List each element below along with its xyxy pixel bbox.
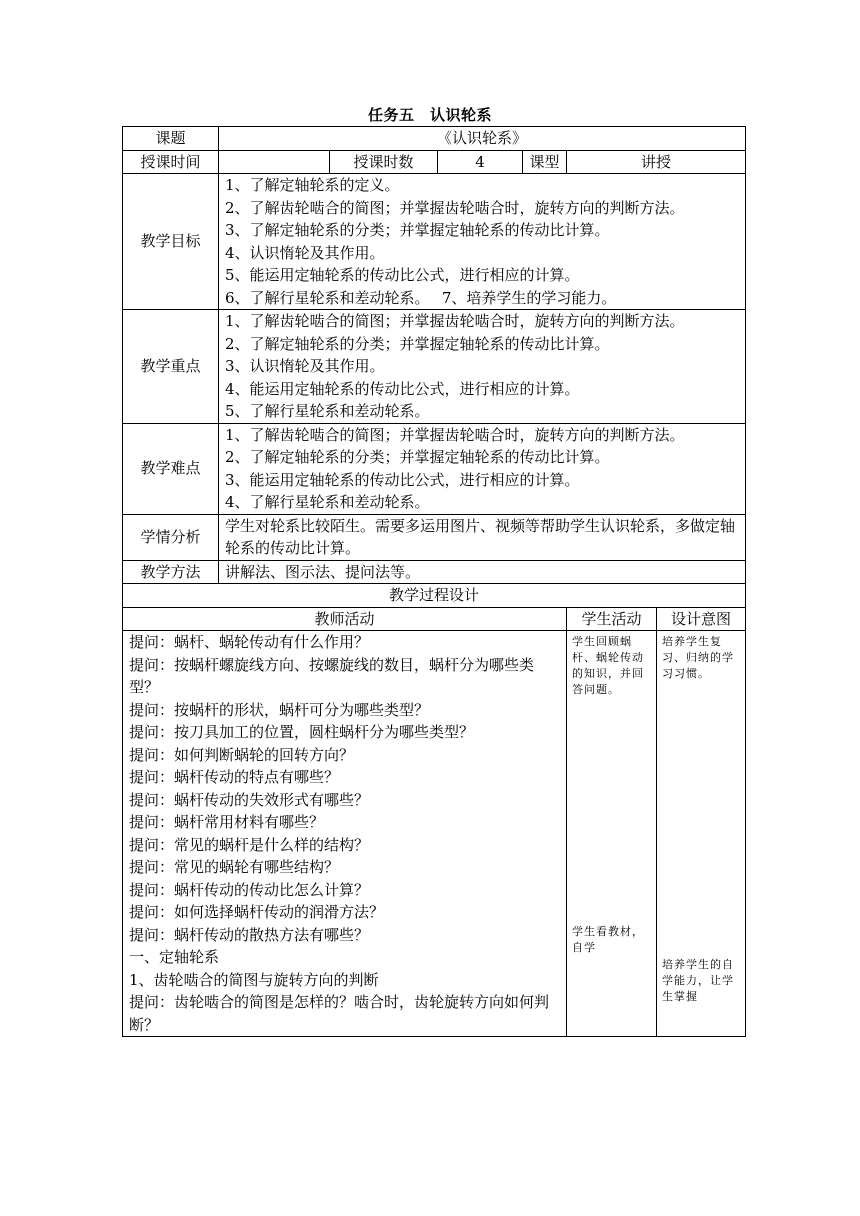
row-difficulties: [123, 423, 746, 514]
difficulties-label: 教学难点: [123, 423, 219, 514]
key-points-line: 3、认识惰轮及其作用。: [225, 357, 385, 375]
lesson-plan-table: [122, 126, 746, 1037]
row-goals: [123, 174, 746, 310]
col-student-activity: 学生活动: [567, 607, 657, 631]
goals-label: 教学目标: [123, 174, 219, 310]
goals-line: 1、了解定轴轮系的定义。: [225, 176, 400, 194]
goals-content: [219, 174, 746, 310]
goals-line: 2、了解齿轮啮合的简图；并掌握齿轮啮合时，旋转方向的判断方法。: [225, 198, 685, 217]
design-intent-content: [657, 631, 746, 1037]
goals-line: 4、认识惰轮及其作用。: [225, 243, 385, 262]
teacher-line: 提问：蜗杆传动的传动比怎么计算？: [129, 880, 370, 899]
key-points-line: 5、了解行星轮系和差动轮系。: [225, 402, 430, 420]
teacher-line: 提问：蜗杆传动的散热方法有哪些？: [129, 925, 370, 944]
process-header: 教学过程设计: [123, 584, 746, 608]
row-process-content: [123, 631, 746, 1037]
hours-value: 4: [438, 150, 523, 174]
row-analysis: [123, 514, 746, 560]
methods-value: 讲解法、图示法、提问法等。: [219, 560, 746, 584]
teacher-activity-content: [123, 631, 567, 1037]
col-teacher-activity: 教师活动: [123, 607, 567, 631]
time-label: 授课时间: [123, 150, 219, 174]
key-points-line: 4、能运用定轴轮系的传动比公式，进行相应的计算。: [225, 379, 580, 398]
teacher-line: 提问：蜗杆传动的失效形式有哪些？: [129, 790, 370, 809]
row-methods: [123, 560, 746, 584]
hours-label: 授课时数: [330, 150, 438, 174]
goals-line: 3、了解定轴轮系的分类；并掌握定轴轮系的传动比计算。: [225, 221, 610, 239]
design-intent-2: 培养学生的自学能力，让学生掌握: [662, 958, 734, 1003]
topic-label: 课题: [123, 127, 219, 151]
analysis-label: 学情分析: [123, 514, 219, 560]
analysis-value: 学生对轮系比较陌生。需要多运用图片、视频等帮助学生认识轮系，多做定轴轮系的传动比计算。: [219, 514, 746, 560]
teacher-line: 提问：常见的蜗杆是什么样的结构？: [129, 835, 370, 854]
row-process-header: [123, 584, 746, 608]
goals-line: 6、了解行星轮系和差动轮系。 7、培养学生的学习能力。: [225, 288, 617, 307]
difficulties-content: [219, 423, 746, 514]
design-intent-1: 培养学生复习、归纳的学习习惯。: [662, 635, 734, 680]
teacher-line: 提问：如何判断蜗轮的回转方向？: [129, 745, 355, 764]
teacher-line: 提问：如何选择蜗杆传动的润滑方法？: [129, 903, 385, 921]
key-points-content: [219, 310, 746, 424]
difficulties-line: 4、了解行星轮系和差动轮系。: [225, 493, 430, 511]
teacher-line: 提问：蜗杆、蜗轮传动有什么作用？: [129, 633, 370, 651]
key-points-line: 1、了解齿轮啮合的简图；并掌握齿轮啮合时，旋转方向的判断方法。: [225, 312, 685, 330]
difficulties-line: 1、了解齿轮啮合的简图；并掌握齿轮啮合时，旋转方向的判断方法。: [225, 425, 685, 444]
teacher-line: 提问：按刀具加工的位置，圆柱蜗杆分为哪些类型？: [129, 723, 475, 741]
key-points-label: 教学重点: [123, 310, 219, 424]
type-value: 讲授: [567, 150, 746, 174]
row-process-columns: [123, 607, 746, 631]
col-design-intent: 设计意图: [657, 607, 746, 631]
methods-label: 教学方法: [123, 560, 219, 584]
goals-line: 5、能运用定轴轮系的传动比公式，进行相应的计算。: [225, 266, 580, 284]
teacher-line: 提问：齿轮啮合的简图是怎样的？啮合时，齿轮旋转方向如何判断？: [129, 993, 550, 1034]
teacher-line: 提问：常见的蜗轮有哪些结构？: [129, 858, 340, 876]
teacher-line: 提问：按蜗杆螺旋线方向、按螺旋线的数目，蜗杆分为哪些类型？: [129, 655, 535, 696]
type-label: 课型: [523, 150, 567, 174]
student-activity-content: [567, 631, 657, 1037]
row-time: [123, 150, 746, 174]
teacher-line: 提问：按蜗杆的形状，蜗杆可分为哪些类型？: [129, 700, 430, 719]
page-title: 任务五 认识轮系: [367, 106, 492, 124]
teacher-line: 1、齿轮啮合的简图与旋转方向的判断: [129, 970, 379, 989]
key-points-line: 2、了解定轴轮系的分类；并掌握定轴轮系的传动比计算。: [225, 334, 610, 353]
row-topic: [123, 127, 746, 151]
teacher-line: 提问：蜗杆传动的特点有哪些？: [129, 768, 340, 786]
student-activity-2: 学生看教材，自学: [572, 925, 644, 954]
teacher-line: 提问：蜗杆常用材料有哪些？: [129, 813, 325, 831]
row-key-points: [123, 310, 746, 424]
teacher-line: 一、定轴轮系: [129, 948, 220, 966]
difficulties-line: 2、了解定轴轮系的分类；并掌握定轴轮系的传动比计算。: [225, 448, 610, 466]
time-value: [219, 150, 330, 174]
difficulties-line: 3、能运用定轴轮系的传动比公式，进行相应的计算。: [225, 470, 580, 489]
topic-value: 《认识轮系》: [219, 127, 746, 151]
student-activity-1: 学生回顾蜗杆、蜗轮传动的知识，并回答问题。: [572, 635, 644, 696]
